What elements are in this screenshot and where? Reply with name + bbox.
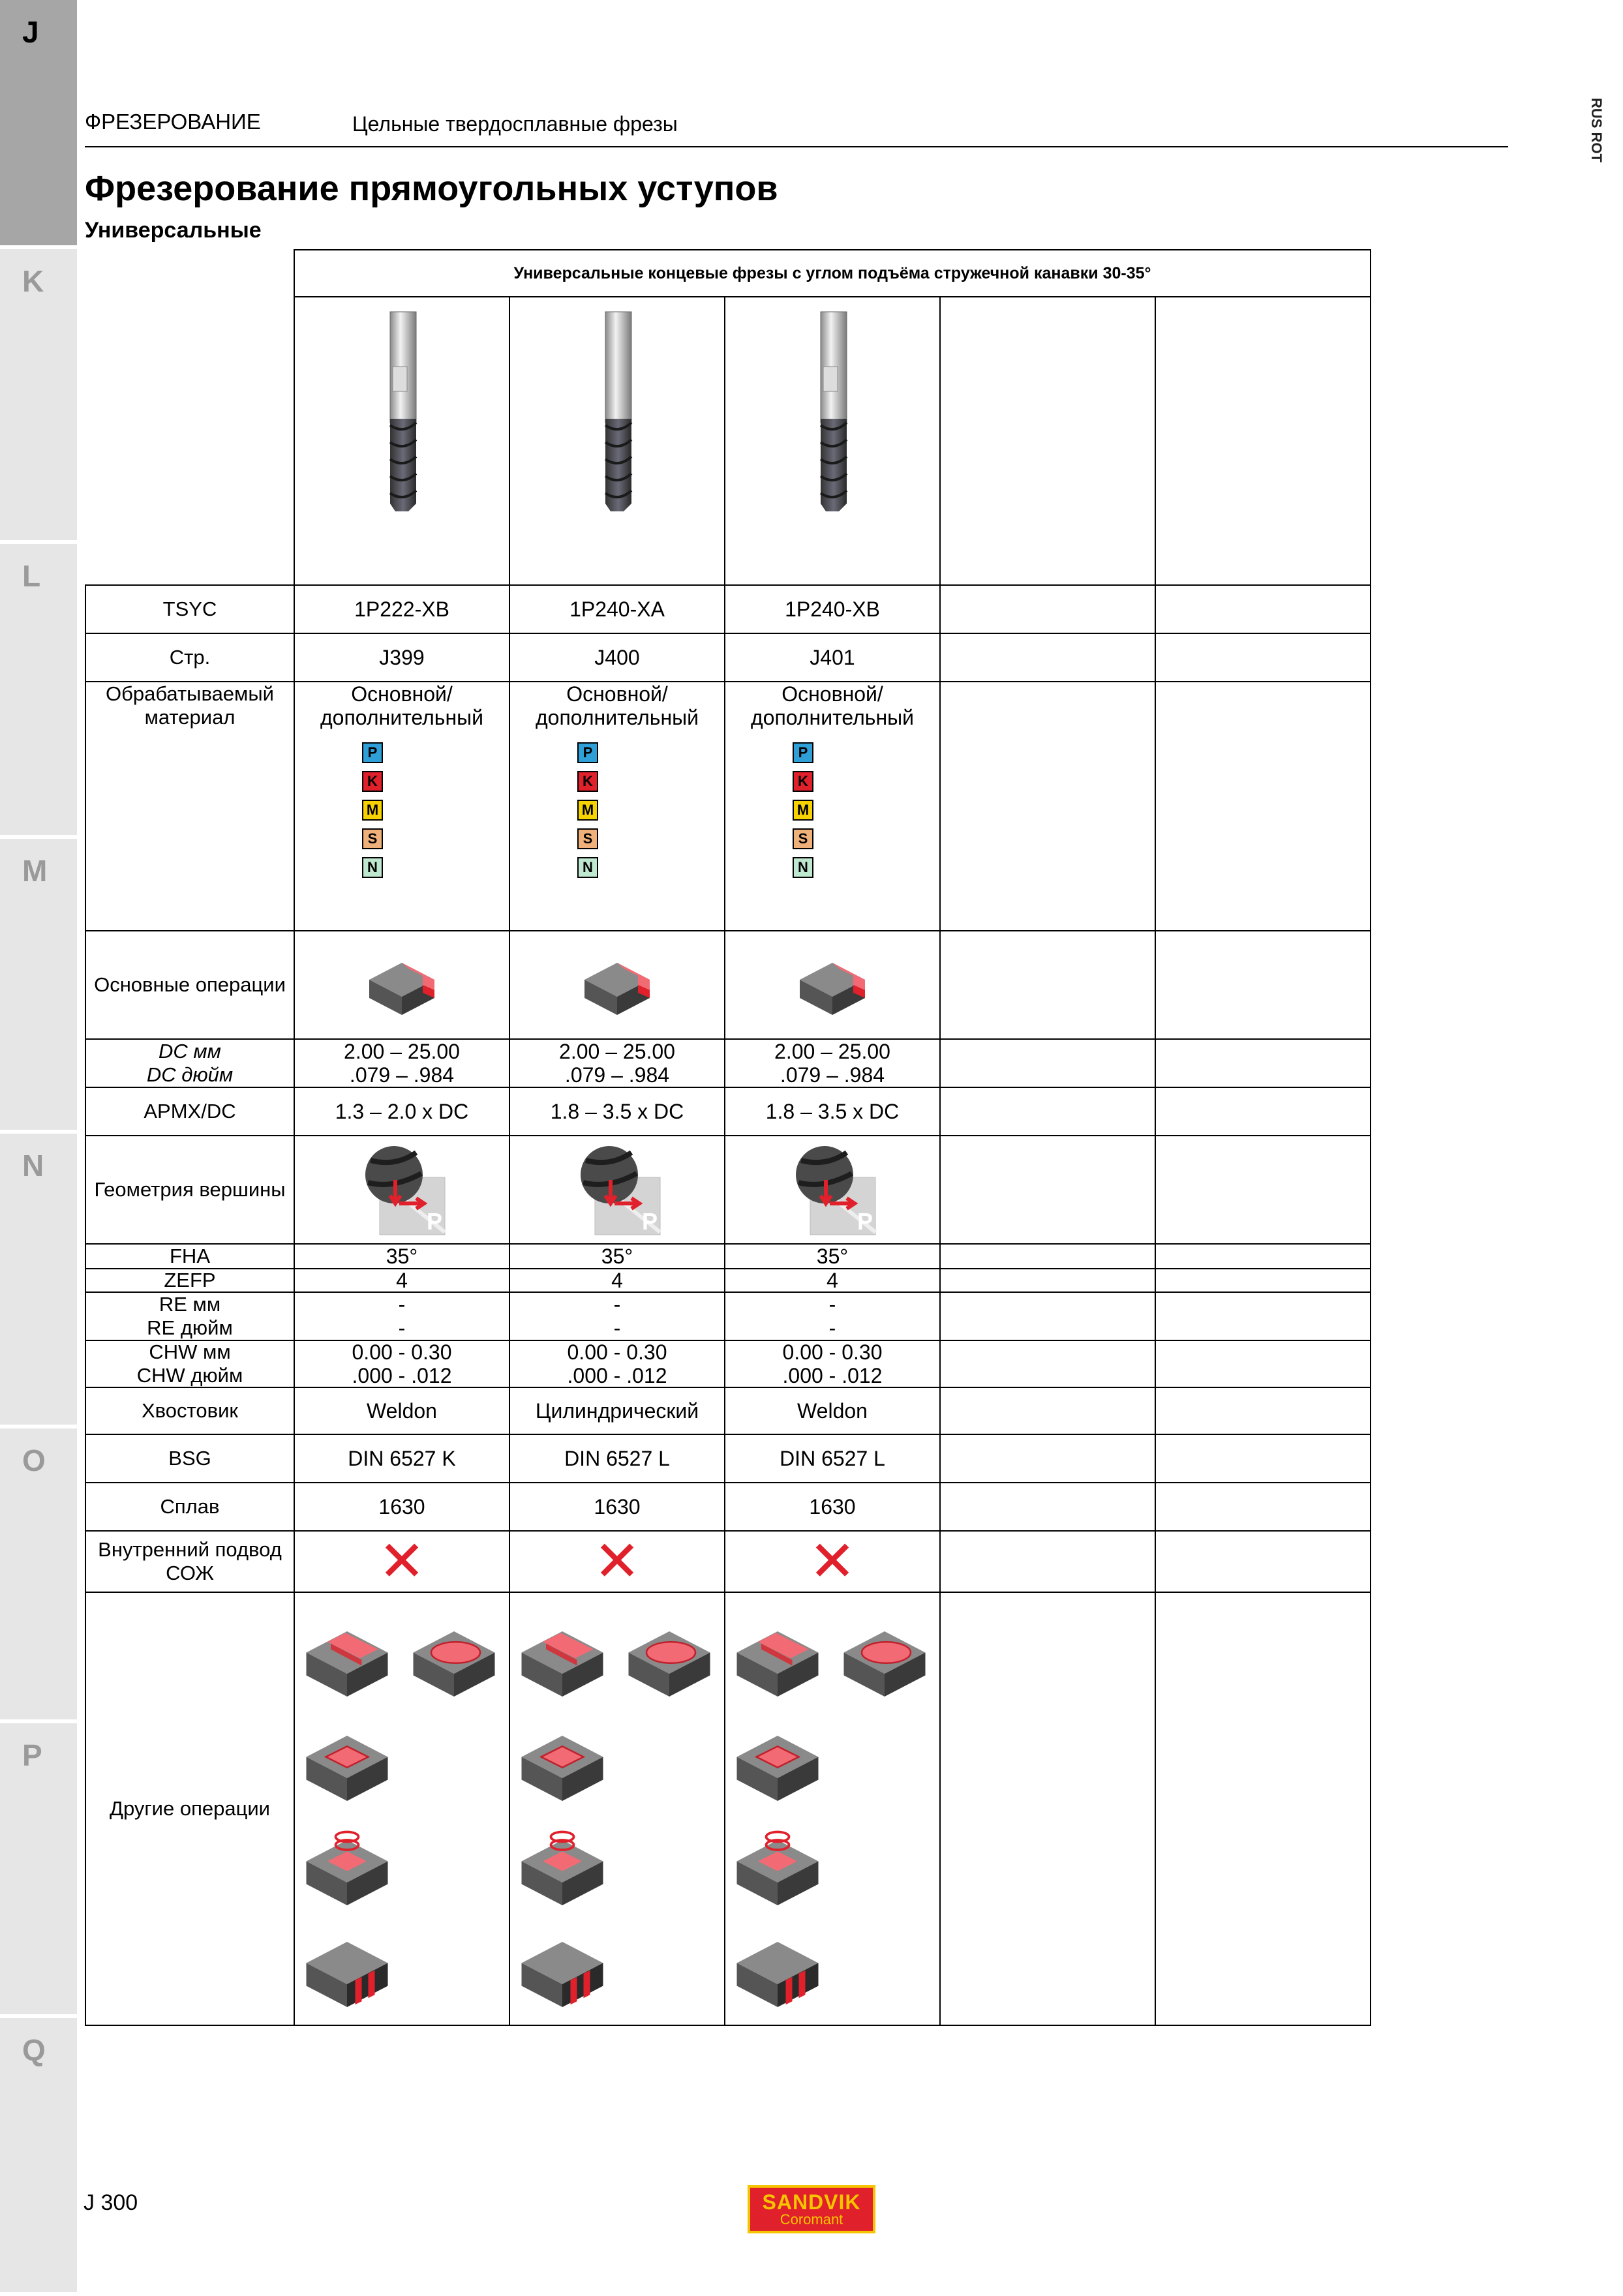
row-label-page	[85, 633, 295, 682]
empty-cell	[939, 1530, 1156, 1593]
product-cell	[509, 1434, 725, 1483]
product-cell	[509, 1482, 725, 1532]
row-label-text: BSG	[168, 1447, 211, 1470]
empty-cell	[939, 296, 1156, 586]
product-cell	[294, 584, 510, 634]
cell-value: -	[828, 1293, 836, 1316]
cell-value: -	[828, 1316, 836, 1340]
row-label-dc-mm	[85, 1038, 295, 1088]
product-cell	[294, 930, 510, 1040]
row-label-tsyc	[85, 584, 295, 634]
empty-cell	[1155, 1592, 1371, 2026]
material-role-text: Основной/ дополнительный	[320, 682, 484, 729]
empty-cell	[939, 1038, 1156, 1088]
product-cell	[509, 1087, 725, 1136]
product-cell	[509, 296, 725, 586]
empty-cell	[1155, 930, 1371, 1040]
product-cell	[294, 1530, 510, 1593]
product-cell	[509, 1292, 725, 1341]
iso-material-m-badge: M	[362, 800, 383, 821]
product-cell	[724, 1434, 941, 1483]
iso-material-p-badge: P	[362, 742, 383, 763]
row-label-text: APMX/DC	[144, 1100, 236, 1123]
row-label-geometry	[85, 1135, 295, 1245]
empty-cell	[1155, 1087, 1371, 1136]
geometry-badge-text: P	[857, 1208, 873, 1235]
product-cell	[724, 1292, 941, 1341]
side-tab-label: Q	[22, 2033, 46, 2067]
empty-cell	[1155, 1243, 1371, 1269]
iso-material-k-badge: K	[577, 771, 598, 792]
corner-geometry-icon	[787, 1141, 878, 1239]
row-label-fha	[85, 1243, 295, 1269]
helical-ramping-icon	[298, 1824, 396, 1912]
iso-material-n-badge: N	[577, 857, 598, 878]
side-tab-label: N	[22, 1149, 44, 1183]
cell-value: .000 - .012	[352, 1364, 452, 1387]
pocket-milling-icon	[729, 1719, 827, 1807]
corner-geometry-icon	[571, 1141, 663, 1239]
product-cell	[294, 1292, 510, 1341]
empty-cell	[1155, 584, 1371, 634]
cell-value: -	[613, 1293, 621, 1316]
product-cell	[294, 1087, 510, 1136]
iso-material-n-badge: N	[793, 857, 813, 878]
cell-value: J399	[379, 646, 425, 669]
side-tab-n[interactable]	[0, 1134, 77, 1428]
edge-label: RUS ROT	[1588, 98, 1605, 162]
empty-cell	[939, 1434, 1156, 1483]
row-label-text: Основные операции	[94, 973, 286, 996]
cell-value: 1.8 – 3.5 x DC	[550, 1100, 684, 1123]
side-tab-label: M	[22, 854, 48, 888]
empty-cell	[1155, 1292, 1371, 1341]
product-cell	[724, 1482, 941, 1532]
cell-value: Цилиндрический	[535, 1399, 699, 1423]
iso-material-p-badge: P	[793, 742, 813, 763]
row-label-text: CHW мм	[149, 1340, 231, 1363]
empty-cell	[1155, 1530, 1371, 1593]
cell-value: DIN 6527 L	[780, 1447, 885, 1470]
product-cell	[724, 1243, 941, 1269]
empty-cell	[1155, 1434, 1371, 1483]
row-label-text: Геометрия вершины	[94, 1178, 286, 1201]
empty-cell	[939, 1387, 1156, 1435]
cell-value: .000 - .012	[782, 1364, 883, 1387]
product-cell	[294, 1135, 510, 1245]
slot-milling-icon	[298, 1615, 396, 1703]
cell-value: .079 – .984	[564, 1063, 670, 1087]
corner-geometry-icon	[356, 1141, 447, 1239]
cell-value: 2.00 – 25.00	[774, 1040, 890, 1063]
cell-value: 1630	[378, 1495, 425, 1518]
product-cell	[724, 930, 941, 1040]
iso-material-s-badge: S	[577, 828, 598, 849]
side-tab-m[interactable]	[0, 839, 77, 1134]
iso-material-m-badge: M	[577, 800, 598, 821]
product-cell	[724, 296, 941, 586]
empty-cell	[1155, 681, 1371, 931]
profile-milling-icon	[729, 1926, 827, 2014]
product-cell	[724, 1087, 941, 1136]
material-iso-list	[362, 742, 383, 878]
empty-cell	[1155, 633, 1371, 682]
product-cell	[294, 1243, 510, 1269]
geometry-badge-text: P	[427, 1208, 443, 1235]
empty-cell	[939, 930, 1156, 1040]
slot-milling-icon	[729, 1615, 827, 1703]
row-label-text: RE дюйм	[147, 1316, 233, 1339]
row-label-text: FHA	[170, 1245, 210, 1267]
product-cell	[509, 1387, 725, 1435]
side-tab-nav	[0, 0, 77, 2296]
row-label-shank	[85, 1387, 295, 1435]
product-cell	[724, 633, 941, 682]
subsection-name: Цельные твердосплавные фрезы	[352, 112, 678, 136]
product-cell	[294, 1482, 510, 1532]
iso-material-s-badge: S	[362, 828, 383, 849]
empty-cell	[1155, 1135, 1371, 1245]
end-mill-icon	[591, 308, 643, 517]
cell-value: 35°	[386, 1245, 418, 1268]
row-label-other-ops	[85, 1592, 295, 2026]
product-cell	[509, 1135, 725, 1245]
cell-value: J400	[594, 646, 640, 669]
empty-cell	[1155, 1038, 1371, 1088]
section-name: ФРЕЗЕРОВАНИЕ	[85, 110, 261, 134]
row-label-grade	[85, 1482, 295, 1532]
empty-cell	[939, 584, 1156, 634]
empty-cell	[1155, 1268, 1371, 1293]
keyhole-slot-icon	[836, 1615, 933, 1703]
product-cell	[509, 930, 725, 1040]
product-cell	[294, 681, 510, 931]
empty-cell	[939, 1135, 1156, 1245]
cell-value: 1630	[594, 1495, 641, 1518]
pocket-milling-icon	[298, 1719, 396, 1807]
cell-value: .079 – .984	[349, 1063, 455, 1087]
side-tab-label: O	[22, 1443, 46, 1477]
running-header	[85, 110, 1508, 147]
material-role-text: Основной/ дополнительный	[535, 682, 699, 729]
row-label-text: Хвостовик	[142, 1399, 238, 1422]
cell-value: Weldon	[367, 1399, 437, 1423]
row-label-text: CHW дюйм	[136, 1364, 243, 1387]
product-cell	[724, 1387, 941, 1435]
iso-material-s-badge: S	[793, 828, 813, 849]
cell-value: 1.8 – 3.5 x DC	[765, 1100, 900, 1123]
material-role-text: Основной/ дополнительный	[750, 682, 915, 729]
product-cell	[724, 1340, 941, 1388]
cell-value: 1630	[809, 1495, 856, 1518]
product-cell	[509, 1243, 725, 1269]
product-cell	[724, 1592, 941, 2026]
side-tab-label: K	[22, 264, 44, 298]
other-operations-icons	[511, 1603, 723, 2021]
cell-value: 1P222-XB	[354, 597, 449, 621]
page-subtitle: Универсальные	[85, 218, 262, 243]
row-label-text: Сплав	[160, 1495, 220, 1518]
empty-cell	[1155, 1387, 1371, 1435]
row-label-text: Другие операции	[109, 1797, 270, 1820]
empty-cell	[1155, 1482, 1371, 1532]
iso-material-k-badge: K	[793, 771, 813, 792]
no-coolant-icon: ✕	[808, 1530, 857, 1593]
sandvik-logo	[748, 2185, 875, 2233]
side-tab-p[interactable]	[0, 1723, 77, 2018]
cell-value: DIN 6527 K	[348, 1447, 456, 1470]
side-tab-k[interactable]	[0, 249, 77, 544]
product-cell	[509, 584, 725, 634]
keyhole-slot-icon	[405, 1615, 503, 1703]
empty-cell	[1155, 296, 1371, 586]
cell-value: .079 – .984	[780, 1063, 885, 1087]
row-label-text: ZEFP	[164, 1269, 216, 1292]
cell-value: J401	[810, 646, 855, 669]
side-tab-label: P	[22, 1738, 42, 1772]
empty-cell	[939, 1268, 1156, 1293]
row-label-main-ops	[85, 930, 295, 1040]
side-tab-label: L	[22, 559, 41, 593]
empty-cell	[939, 1087, 1156, 1136]
product-cell	[294, 1434, 510, 1483]
product-cell	[509, 681, 725, 931]
page-number: J 300	[83, 2190, 138, 2215]
side-tab-l[interactable]	[0, 544, 77, 839]
cell-value: 4	[396, 1269, 408, 1292]
cell-value: 4	[827, 1269, 838, 1292]
cell-value: -	[398, 1316, 406, 1340]
iso-material-k-badge: K	[362, 771, 383, 792]
row-label-text: Внутренний подвод СОЖ	[98, 1538, 282, 1584]
logo-subtext: Coromant	[780, 2211, 843, 2228]
iso-material-m-badge: M	[793, 800, 813, 821]
cell-value: 2.00 – 25.00	[344, 1040, 460, 1063]
product-cell	[724, 681, 941, 931]
row-label-text: Обрабатываемый материал	[106, 682, 274, 729]
other-operations-icons	[726, 1603, 939, 2021]
side-tab-label: J	[22, 15, 39, 49]
side-tab-q[interactable]	[0, 2018, 77, 2296]
keyhole-slot-icon	[620, 1615, 718, 1703]
cell-value: 0.00 - 0.30	[567, 1340, 667, 1364]
no-coolant-icon: ✕	[593, 1530, 641, 1593]
product-cell	[509, 1038, 725, 1088]
row-label-text: Стр.	[169, 646, 211, 669]
logo-text: SANDVIK	[762, 2190, 861, 2214]
empty-cell	[939, 1340, 1156, 1388]
product-cell	[724, 1135, 941, 1245]
other-operations-icons	[296, 1603, 508, 2021]
product-cell	[294, 1387, 510, 1435]
cell-value: -	[398, 1293, 406, 1316]
empty-cell	[1155, 1340, 1371, 1388]
product-cell	[509, 1592, 725, 2026]
geometry-badge-text: P	[642, 1208, 658, 1235]
cell-value: Weldon	[797, 1399, 868, 1423]
shoulder-milling-icon	[793, 950, 872, 1020]
shoulder-milling-icon	[578, 950, 656, 1020]
row-label-text: TSYC	[162, 597, 217, 620]
empty-cell	[939, 1243, 1156, 1269]
no-coolant-icon: ✕	[378, 1530, 426, 1593]
product-cell	[509, 1268, 725, 1293]
row-label-material	[85, 681, 295, 931]
cell-value: 4	[611, 1269, 623, 1292]
product-cell	[724, 1530, 941, 1593]
product-cell	[509, 633, 725, 682]
side-tab-j[interactable]	[0, 0, 77, 249]
slot-milling-icon	[513, 1615, 611, 1703]
table-group-header: Универсальные концевые фрезы с углом подъёма стружечной канавки 30-35°	[294, 249, 1371, 297]
product-cell	[294, 1268, 510, 1293]
product-cell	[294, 1340, 510, 1388]
helical-ramping-icon	[729, 1824, 827, 1912]
row-label-text: DC дюйм	[146, 1063, 234, 1086]
cell-value: DIN 6527 L	[564, 1447, 670, 1470]
row-label-chw-mm	[85, 1340, 295, 1388]
product-cell	[294, 633, 510, 682]
product-cell	[294, 1038, 510, 1088]
empty-cell	[939, 1482, 1156, 1532]
cell-value: 2.00 – 25.00	[559, 1040, 675, 1063]
product-cell	[724, 1268, 941, 1293]
helical-ramping-icon	[513, 1824, 611, 1912]
cell-value: 0.00 - 0.30	[782, 1340, 883, 1364]
empty-cell	[939, 1592, 1156, 2026]
iso-material-n-badge: N	[362, 857, 383, 878]
cell-value: 1P240-XA	[569, 597, 665, 621]
pocket-milling-icon	[513, 1719, 611, 1807]
cell-value: 1.3 – 2.0 x DC	[335, 1100, 469, 1123]
product-cell	[294, 1592, 510, 2026]
empty-cell	[939, 681, 1156, 931]
product-cell	[724, 584, 941, 634]
material-iso-list	[577, 742, 598, 878]
end-mill-icon	[806, 308, 858, 517]
product-cell	[509, 1530, 725, 1593]
cell-value: .000 - .012	[567, 1364, 667, 1387]
shoulder-milling-icon	[363, 950, 441, 1020]
product-cell	[294, 296, 510, 586]
cell-value: 0.00 - 0.30	[352, 1340, 452, 1364]
profile-milling-icon	[513, 1926, 611, 2014]
profile-milling-icon	[298, 1926, 396, 2014]
product-cell	[509, 1340, 725, 1388]
row-label-text: DC мм	[159, 1040, 221, 1063]
iso-material-p-badge: P	[577, 742, 598, 763]
row-label-coolant	[85, 1530, 295, 1593]
cell-value: 35°	[816, 1245, 849, 1268]
row-label-re-mm	[85, 1292, 295, 1341]
row-label-bsg	[85, 1434, 295, 1483]
row-label-apmx	[85, 1087, 295, 1136]
end-mill-icon	[376, 308, 428, 517]
empty-cell	[939, 633, 1156, 682]
row-label-text: RE мм	[159, 1293, 221, 1316]
page-title: Фрезерование прямоугольных уступов	[85, 169, 778, 208]
side-tab-o[interactable]	[0, 1428, 77, 1723]
material-iso-list	[793, 742, 813, 878]
cell-value: -	[613, 1316, 621, 1340]
product-cell	[724, 1038, 941, 1088]
empty-cell	[939, 1292, 1156, 1341]
row-label-zefp	[85, 1268, 295, 1293]
cell-value: 1P240-XB	[785, 597, 880, 621]
cell-value: 35°	[601, 1245, 633, 1268]
